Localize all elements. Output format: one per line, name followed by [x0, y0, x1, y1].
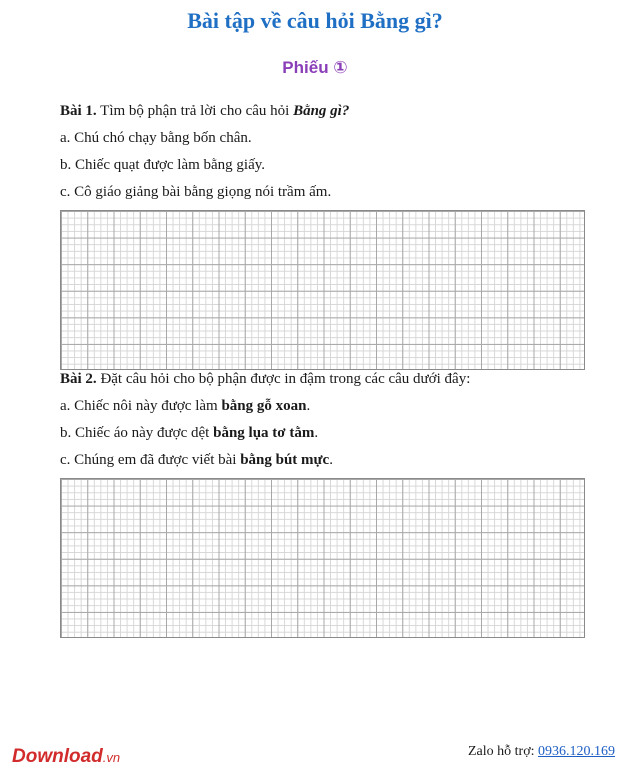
- support-contact: [468, 744, 615, 760]
- writing-grid-1[interactable]: [60, 210, 585, 370]
- exercise-1-item-a: a. Chú chó chạy bằng bốn chân.: [60, 130, 252, 146]
- exercise-2-item-a: a. Chiếc nôi này được làm bằng gỗ xoan.: [60, 398, 311, 414]
- logo-main-text: Download: [12, 746, 103, 767]
- exercise-2-item-b: b. Chiếc áo này được dệt bằng lụa tơ tằm.: [60, 425, 319, 441]
- exercise-1-heading: [60, 103, 349, 120]
- exercise-1-item-c: c. Cô giáo giảng bài bằng giọng nói trầm ấm.: [60, 184, 332, 200]
- exercise-2-heading: [60, 371, 470, 388]
- exercise-1-prompt: Tìm bộ phận trả lời cho câu hỏi: [100, 103, 290, 119]
- support-phone-link[interactable]: 0936.120.169: [538, 744, 615, 759]
- writing-grid-2[interactable]: [60, 478, 585, 638]
- sheet-label: Phiếu ①: [282, 58, 348, 77]
- page-title: Bài tập về câu hỏi Bằng gì?: [187, 8, 443, 33]
- exercise-1-question: Bằng gì?: [293, 103, 350, 119]
- exercise-1-item-b: b. Chiếc quạt được làm bằng giấy.: [60, 157, 266, 173]
- exercise-1-label: Bài 1.: [60, 103, 97, 119]
- support-label: Zalo hỗ trợ:: [468, 744, 535, 759]
- exercise-2-item-c: c. Chúng em đã được viết bài bằng bút mực.: [60, 452, 333, 468]
- logo-ext-text: .vn: [102, 750, 121, 765]
- download-logo[interactable]: [12, 746, 120, 768]
- exercise-2-label: Bài 2.: [60, 371, 97, 387]
- exercise-2-prompt: Đặt câu hỏi cho bộ phận được in đậm trong các câu dưới đây:: [100, 371, 471, 387]
